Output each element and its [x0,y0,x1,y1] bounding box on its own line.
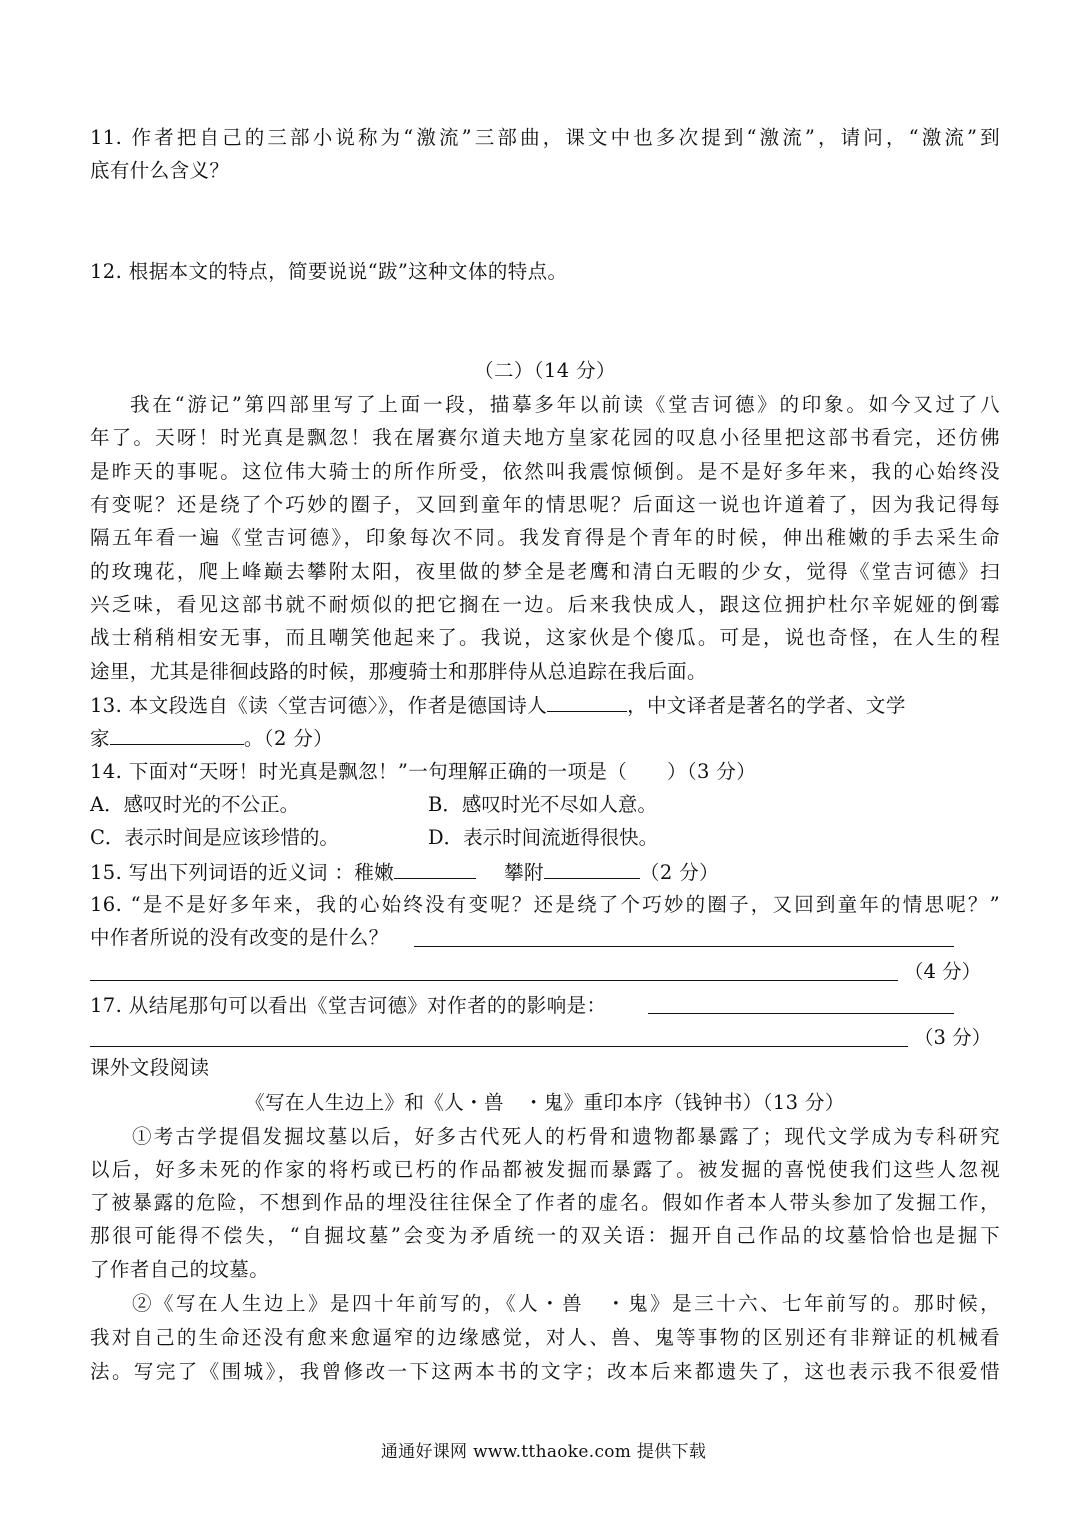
q14-option-d[interactable]: D．表示时间流逝得很快。 [428,826,659,849]
q15-line [90,856,1000,889]
q11-line2: 底有什么含义？ [90,159,230,182]
passage2-line: 有变呢？还是绕了个巧妙的圈子，又回到童年的情思呢？后面这一说也许道着了，因为我记得每 [90,493,1000,516]
q13-line1 [90,689,1000,722]
q15-blank-1[interactable] [394,856,476,879]
q13-text-d: 。（2 分） [243,727,334,750]
passage2-line: 途里，尤其是徘徊歧路的时候，那瘦骑士和那胖侍从总追踪在我后面。 [90,660,707,683]
passage2-line: 战士稍稍相安无事，而且嘲笑他起来了。我说，这家伙是个傻瓜。可是，说也奇怪，在人生的程 [90,626,1000,649]
q17-answer-line-1[interactable] [648,1013,954,1014]
passage3-line: 法。写完了《围城》，我曾修改一下这两本书的文字；改本后来都遗失了，这也表示我不很爱惜 [90,1360,1000,1383]
q16-answer-line-2[interactable] [90,980,898,981]
passage2-line: 兴乏味，看见这部书就不耐烦似的把它搁在一边。后来我快成人，跟这位拥护杜尔辛妮娅的倒霉 [90,593,1000,616]
passage2-line: 隔五年看一遍《堂吉诃德》，印象每次不同。我发育得是个青年的时候，伸出稚嫩的手去采生命 [90,526,1000,549]
q16-answer-line-1[interactable] [414,946,954,947]
section2-title: （二）（14 分） [474,359,616,382]
q15-text-a: 15. 写出下列词语的近义词 ：稚嫩 [90,861,395,884]
passage3-line: ②《写在人生边上》是四十年前写的，《人・兽 ・鬼》是三十六、七年前写的。那时候， [132,1292,1000,1315]
q17-line1: 17. 从结尾那句可以看出《堂吉诃德》对作者的的影响是： [90,994,607,1017]
q16-line2: 中作者所说的没有改变的是什么？ [90,926,389,949]
passage2-line: 年了。天呀！时光真是飘忽！我在屠赛尔道夫地方皇家花园的叹息小径里把这部书看完，还仿佛 [90,426,1000,449]
passage2-line: 我在“游记”第四部里写了上面一段，描摹多年以前读《堂吉诃德》的印象。如今又过了八 [130,393,1000,416]
q15-text-c: （2 分） [639,861,720,884]
extra-reading-title: 《写在人生边上》和《人・兽 ・鬼》重印本序（钱钟书）（13 分） [245,1091,845,1114]
passage2-line: 是昨天的事呢。这位伟大骑士的所作所受，依然叫我震惊倾倒。是不是好多年来，我的心始终没 [90,460,1000,483]
passage3-line: 了作者自己的坟墓。 [90,1258,270,1281]
q13-text-b: ，中文译者是著名的学者、文学 [627,694,906,717]
q14-option-c[interactable]: C．表示时间是应该珍惜的。 [90,826,339,849]
q17-answer-line-2[interactable] [90,1046,908,1047]
q14-option-a[interactable]: A．感叹时光的不公正。 [90,793,300,816]
page-footer: 通通好课网 www.tthaoke.com 提供下载 [380,1442,707,1462]
passage3-line: 那很可能得不偿失，“自掘坟墓”会变为矛盾统一的双关语：掘开自己作品的坟墓恰恰也是掘下 [90,1224,1000,1247]
extra-reading-heading: 课外文段阅读 [90,1056,210,1079]
q11-line1: 11. 作者把自己的三部小说称为“激流”三部曲，课文中也多次提到“激流”，请问，“激流”到 [90,126,1000,149]
q14-option-b[interactable]: B．感叹时光不尽如人意。 [428,793,657,816]
passage3-line: 我对自己的生命还没有愈来愈逼窄的边缘感觉，对人、兽、鬼等事物的区别还有非辩证的机械看 [90,1326,1000,1349]
q14-stem: 14. 下面对“天呀！时光真是飘忽！”一句理解正确的一项是（ ）（3 分） [90,760,757,783]
passage3-line: 以后，好多未死的作家的将朽或已朽的作品都被发掘而暴露了。被发掘的喜悦使我们这些人忽视 [90,1158,1000,1181]
q16-score: （4 分） [904,960,982,983]
passage3-line: ①考古学提倡发掘坟墓以后，好多古代死人的朽骨和遗物都暴露了；现代文学成为专科研究 [132,1125,1000,1148]
passage3-line: 了被暴露的危险，不想到作品的埋没往往保全了作者的虚名。假如作者本人带头参加了发掘工作， [90,1191,1000,1214]
passage2-line: 的玫瑰花，爬上峰巅去攀附太阳，夜里做的梦全是老鹰和清白无暇的少女，觉得《堂吉诃德》扫 [90,560,1000,583]
q13-text-c: 家 [90,727,110,750]
q13-text-a: 13. 本文段选自《读〈堂吉诃德〉》，作者是德国诗人 [90,694,548,717]
q13-blank-translator[interactable] [110,722,244,745]
q12-text: 12. 根据本文的特点，简要说说“跋”这种文体的特点。 [90,260,568,283]
q16-line1: 16. “是不是好多年来，我的心始终没有变呢？还是绕了个巧妙的圈子，又回到童年的情思呢？” [90,893,1000,916]
q17-score: （3 分） [914,1026,992,1049]
q15-blank-2[interactable] [544,856,640,879]
q13-line2 [90,722,1000,755]
q13-blank-poet[interactable] [547,689,627,712]
q15-text-b: 攀附 [504,861,544,884]
